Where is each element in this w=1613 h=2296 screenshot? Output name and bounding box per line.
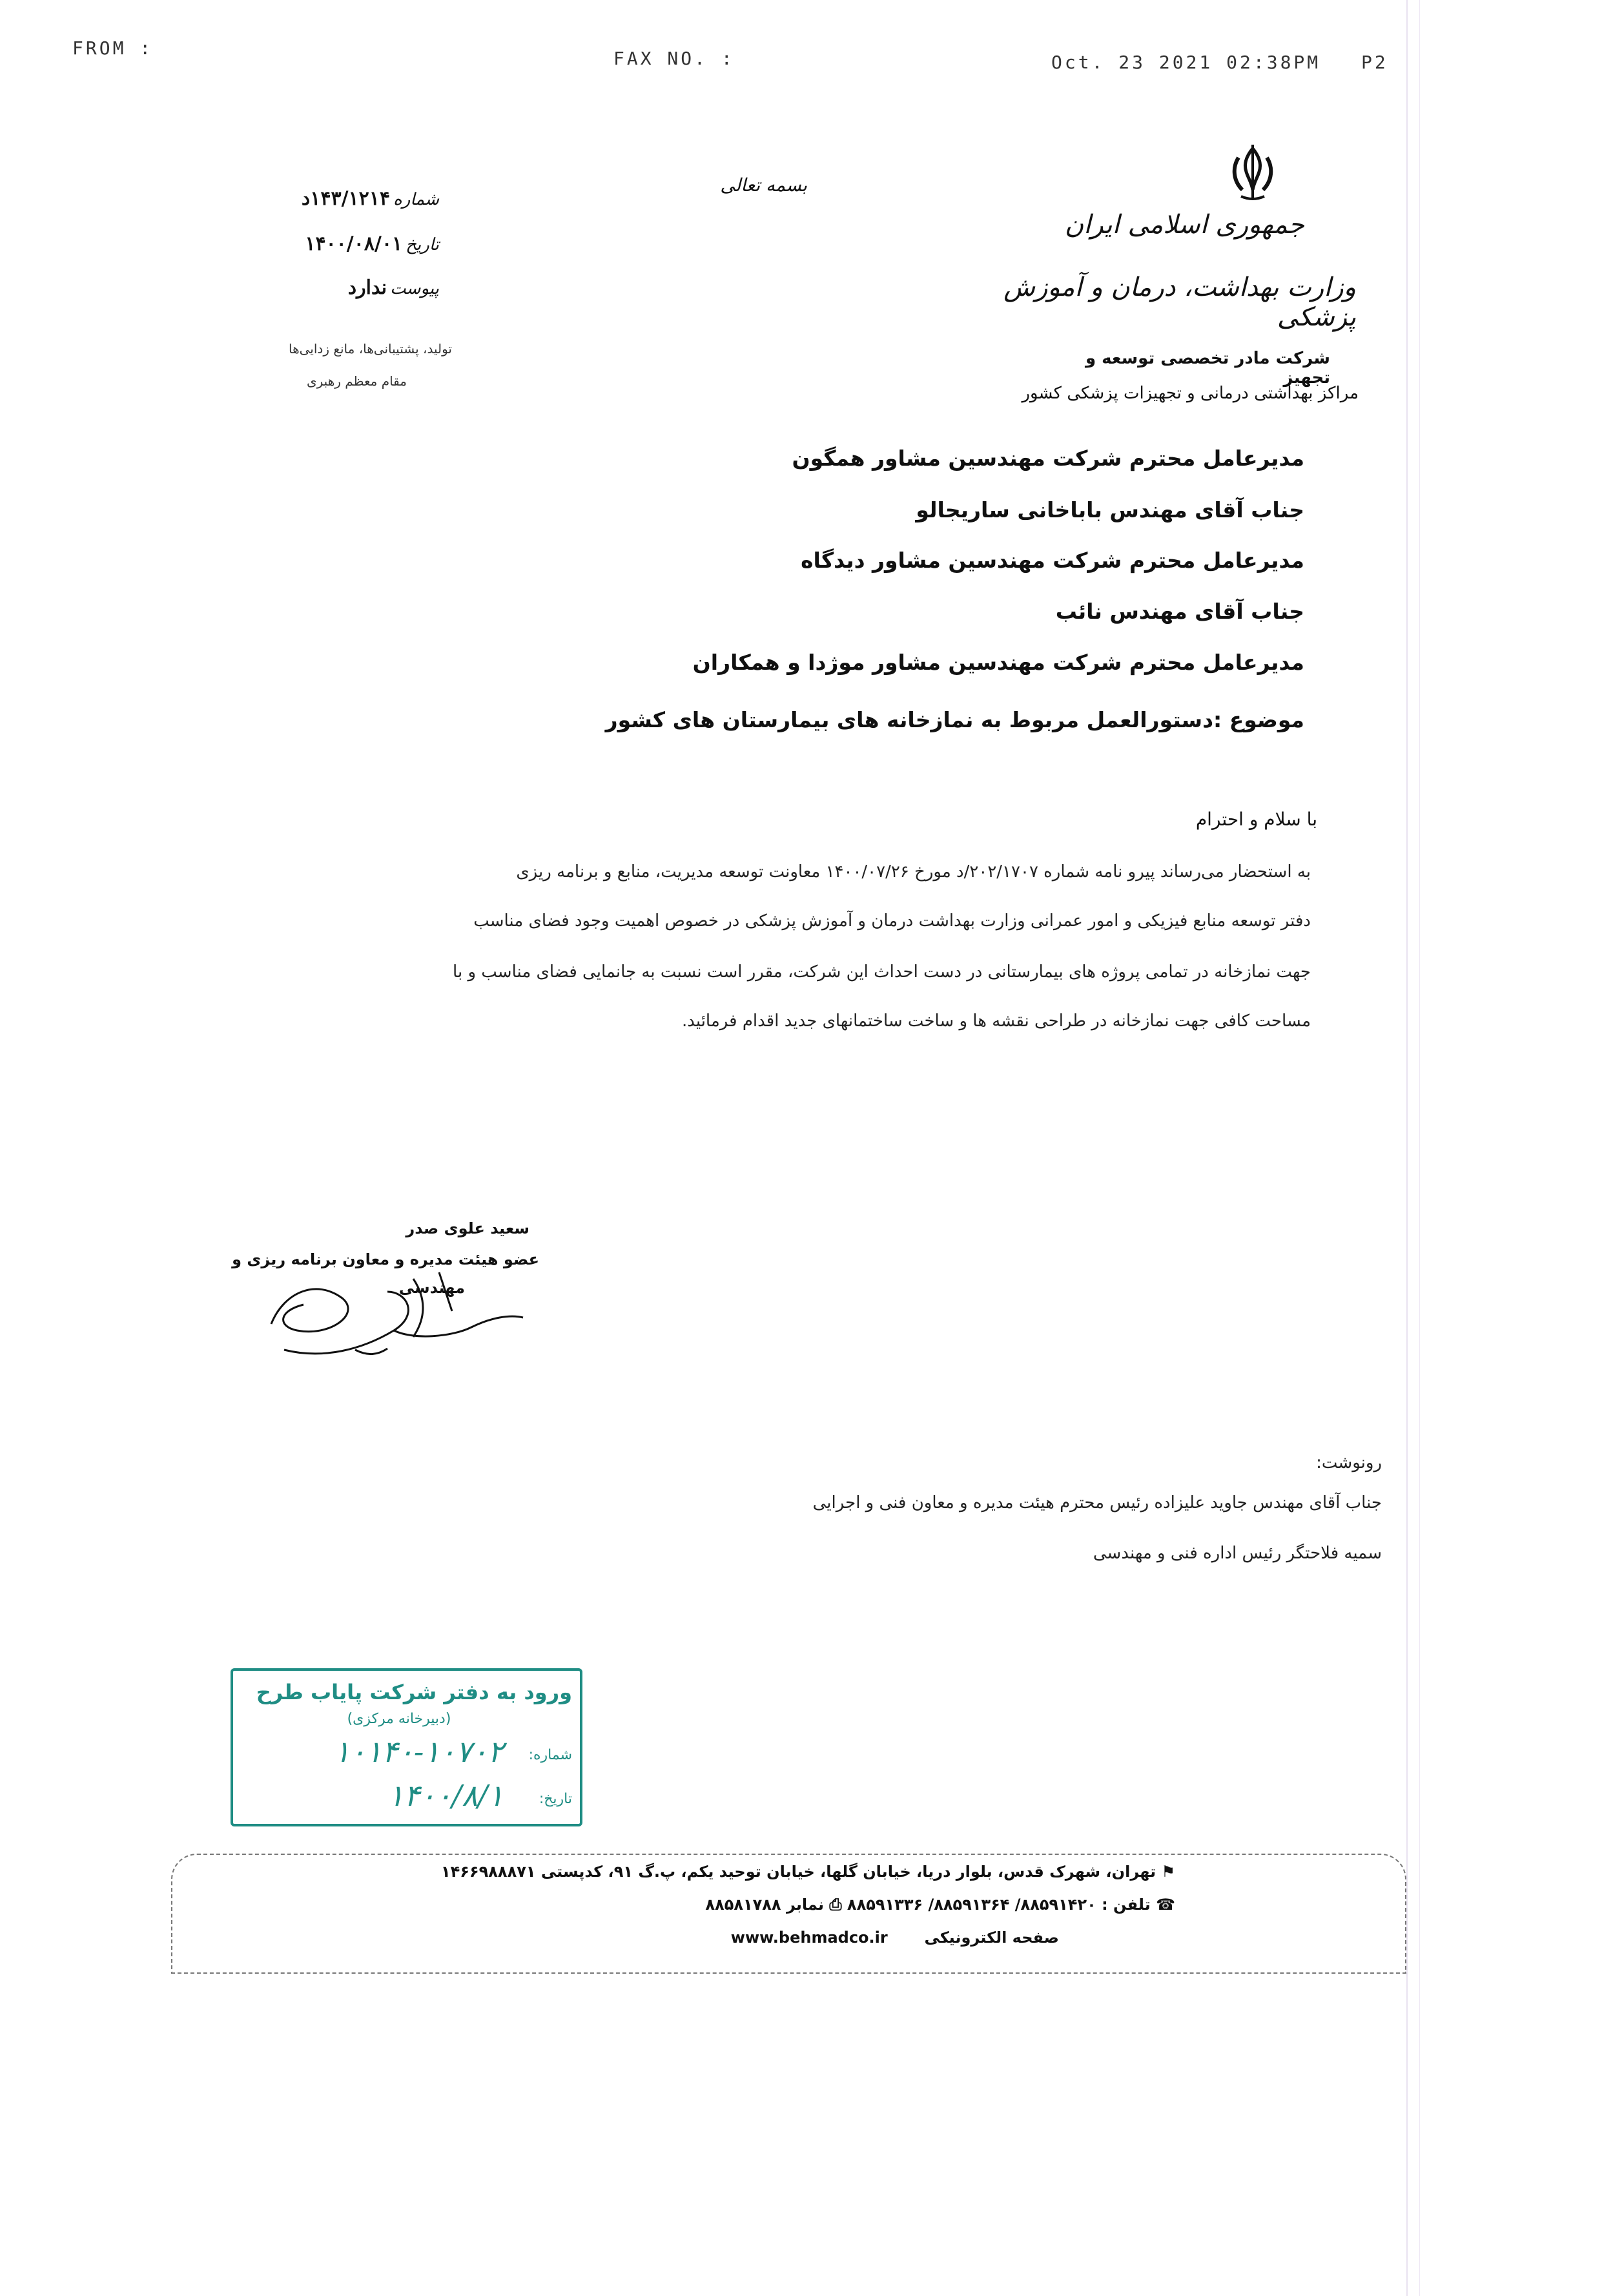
stamp-date-label: تاریخ: bbox=[539, 1791, 572, 1807]
addressee-1: مدیرعامل محترم شرکت مهندسین مشاور همگون bbox=[792, 446, 1304, 471]
web-label: صفحه الکترونیکی bbox=[924, 1929, 1059, 1947]
fax-from: FROM : bbox=[72, 37, 154, 59]
footer-address-text: تهران، شهرک قدس، بلوار دریا، خیابان گلها، خیابان توحید یکم، پ.گ ۹۱، کدپستی ۱۴۶۶۹۸۸۸۷۱ bbox=[441, 1863, 1156, 1881]
receipt-stamp bbox=[231, 1668, 582, 1826]
basmala: بسمه تعالی bbox=[720, 174, 807, 196]
cc-line-2: سمیه فلاحتگر رئیس اداره فنی و مهندسی bbox=[1093, 1544, 1382, 1563]
website-link[interactable]: www.behmadco.ir bbox=[730, 1929, 888, 1947]
letter-date-label: تاریخ bbox=[406, 235, 439, 254]
signatory-title-line1: عضو هیئت مدیره و معاون برنامه ریزی و bbox=[232, 1250, 539, 1268]
phone-label: تلفن : bbox=[1102, 1896, 1151, 1914]
cc-line-1: جناب آقای مهندس جاوید علیزاده رئیس محترم هیئت مدیره و معاون فنی و اجرایی bbox=[812, 1493, 1382, 1513]
company-line2: مراکز بهداشتی درمانی و تجهیزات پزشکی کشور bbox=[1022, 384, 1359, 403]
signatory-name: سعید علوی صدر bbox=[406, 1219, 529, 1237]
signatory-title-line2: مهندسی bbox=[398, 1279, 465, 1297]
footer-contact bbox=[478, 1896, 1175, 1914]
page-edge-line bbox=[1419, 0, 1420, 2296]
footer-address bbox=[362, 1863, 1175, 1881]
iran-emblem-icon bbox=[1227, 143, 1279, 202]
slogan-line2: مقام معظم رهبری bbox=[306, 373, 407, 389]
stamp-title: ورود به دفتر شرکت پایاب طرح bbox=[256, 1680, 572, 1704]
stamp-subtitle: (دبیرخانه مرکزی) bbox=[347, 1711, 451, 1727]
page-edge-line bbox=[1406, 0, 1408, 2296]
addressee-3: مدیرعامل محترم شرکت مهندسین مشاور دیدگاه bbox=[801, 548, 1304, 573]
stamp-number-label: شماره: bbox=[528, 1747, 572, 1763]
fax-number-value: ۸۸۵۸۱۷۸۸ bbox=[705, 1896, 781, 1914]
addressee-2: جناب آقای مهندس باباخانی ساریجالو bbox=[916, 497, 1304, 522]
letter-attachment bbox=[232, 276, 439, 299]
letter-date-value: ۱۴۰۰/۰۸/۰۱ bbox=[305, 233, 403, 255]
fax-page: P2 bbox=[1361, 52, 1388, 73]
ministry-title: وزارت بهداشت، درمان و آموزش پزشکی bbox=[1003, 273, 1356, 332]
attachment-label: پیوست bbox=[390, 279, 439, 298]
body-line-4: مساحت کافی جهت نمازخانه در طراحی نقشه ها و ساخت ساختمانهای جدید اقدام فرمائید. bbox=[681, 1011, 1311, 1031]
stamp-number-value: ۱۰۱۴۰-۱۰۷۰۲ bbox=[334, 1734, 504, 1769]
letter-date bbox=[232, 233, 439, 255]
footer-web bbox=[594, 1929, 1059, 1947]
addressee-5: مدیرعامل محترم شرکت مهندسین مشاور موژدا و همکاران bbox=[692, 650, 1304, 675]
letter-number-value: ۱۴۳/۱۲۱۴د bbox=[301, 187, 390, 210]
fax-label: نمابر bbox=[786, 1896, 824, 1914]
addressee-4: جناب آقای مهندس نائب bbox=[1055, 599, 1304, 624]
company-line1: شرکت مادر تخصصی توسعه و تجهیز bbox=[1085, 349, 1330, 388]
body-line-1: به استحضار می‌رساند پیرو نامه شماره ۲۰۲/۱۷۰۷/د مورخ ۱۴۰۰/۰۷/۲۶ معاونت توسعه مدیریت، منابع و برنامه ریزی bbox=[516, 862, 1311, 882]
body-line-3: جهت نمازخانه در تمامی پروژه های بیمارستانی در دست احداث این شرکت، مقرر است نسبت به جانمایی فضای مناسب و با bbox=[453, 962, 1311, 982]
phone-icon: ☎ bbox=[1156, 1896, 1175, 1914]
phone-numbers: ۸۸۵۹۱۴۲۰/ ۸۸۵۹۱۳۶۴/ ۸۸۵۹۱۳۳۶ bbox=[847, 1896, 1096, 1914]
fax-datetime: Oct. 23 2021 02:38PM bbox=[1051, 52, 1321, 73]
location-icon: ⚑ bbox=[1161, 1863, 1175, 1881]
slogan-line1: تولید، پشتیبانی‌ها، مانع زدایی‌ها bbox=[288, 341, 452, 357]
greeting: با سلام و احترام bbox=[1195, 809, 1317, 830]
fax-icon: ⎙ bbox=[829, 1896, 842, 1914]
letter-number-label: شماره bbox=[393, 190, 439, 209]
letter-number bbox=[232, 187, 439, 210]
cc-label: رونوشت: bbox=[1316, 1453, 1382, 1473]
subject-line: موضوع :دستورالعمل مربوط به نمازخانه های بیمارستان های کشور bbox=[605, 707, 1304, 732]
fax-number: FAX NO. : bbox=[613, 48, 735, 69]
stamp-date-value: ۱۴۰۰/۸/۱ bbox=[387, 1778, 504, 1813]
republic-title: جمهوری اسلامی ایران bbox=[1064, 210, 1304, 240]
handwritten-signature bbox=[258, 1253, 529, 1369]
body-line-2: دفتر توسعه منابع فیزیکی و امور عمرانی وزارت بهداشت درمان و آموزش پزشکی در خصوص اهمیت وجود فضای مناسب bbox=[473, 911, 1311, 931]
attachment-value: ندارد bbox=[347, 276, 387, 299]
